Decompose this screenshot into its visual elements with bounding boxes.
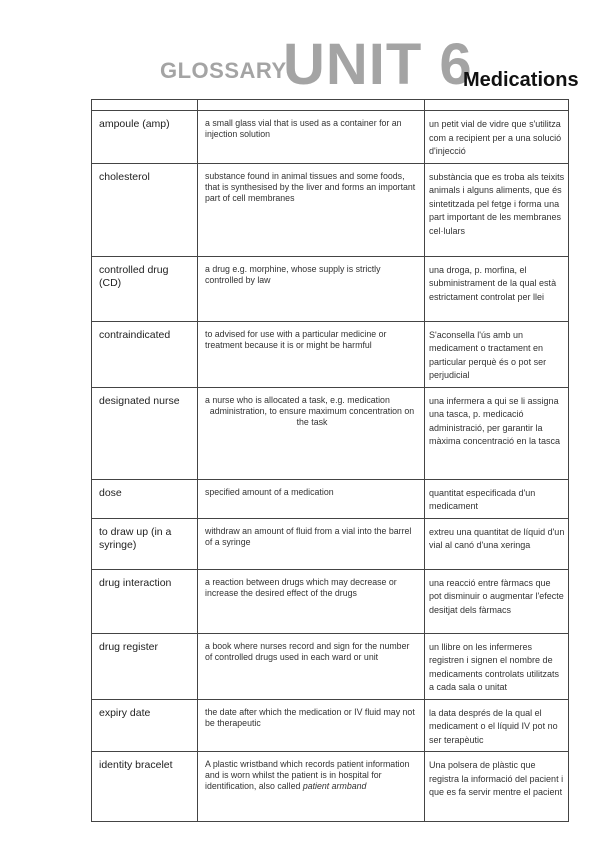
catalan-cell: la data després de la qual el medicament o el líquid IV pot no ser terapèutic [425,699,569,752]
definition-italic-text: patient armband [302,781,367,791]
term-cell: drug register [92,633,198,699]
table-row [92,699,569,752]
definition-cell [198,387,425,479]
table-row [92,479,569,518]
definition-cell: withdraw an amount of fluid from a vial into the barrel of a syringe [198,518,425,569]
table-row [92,569,569,633]
table-row [92,518,569,569]
table-header-row [92,100,569,111]
table-row [92,752,569,822]
catalan-cell: una droga, p. morfina, el subministrament de la qual està estrictament controlat per llei [425,256,569,321]
term-cell: ampoule (amp) [92,111,198,164]
header-cell [425,100,569,111]
term-cell: drug interaction [92,569,198,633]
page-header [0,32,600,97]
table-row [92,633,569,699]
definition-line: a nurse who is allocated a task, e.g. medication [205,394,390,405]
catalan-cell: quantitat especificada d'un medicament [425,479,569,518]
table-row [92,321,569,387]
definition-cell: the date after which the medication or IV fluid may not be therapeutic [198,699,425,752]
catalan-cell: un llibre on les infermeres registren i signen el nombre de medicaments controlats utilitzats a cada sala o unitat [425,633,569,699]
table-row [92,387,569,479]
definition-line-centered: administration, to ensure maximum concentration on the task [209,405,415,427]
catalan-cell: extreu una quantitat de líquid d'un vial al canó d'una xeringa [425,518,569,569]
unit-title: UNIT 6 [283,32,473,97]
definition-text: A plastic wristband which records patient information and is worn whilst the patient is in hospital for identification, also called [205,759,410,791]
table-row [92,163,569,256]
glossary-table [91,99,569,822]
term-cell: dose [92,479,198,518]
definition-cell: specified amount of a medication [198,479,425,518]
definition-cell [198,752,425,822]
table-row [92,256,569,321]
definition-cell: substance found in animal tissues and some foods, that is synthesised by the liver and forms an important part of cell membranes [198,163,425,256]
term-cell: controlled drug (CD) [92,256,198,321]
topic-title: Medications [463,69,579,91]
catalan-cell: una reacció entre fàrmacs que pot disminuir o augmentar l'efecte desitjat dels fàrmacs [425,569,569,633]
definition-cell: to advised for use with a particular medicine or treatment because it is or might be harmful [198,321,425,387]
definition-cell: a reaction between drugs which may decrease or increase the desired effect of the drugs [198,569,425,633]
term-cell: to draw up (in a syringe) [92,518,198,569]
catalan-cell: Una polsera de plàstic que registra la informació del pacient i que es fa servir mentre el pacient [425,752,569,822]
definition-cell: a book where nurses record and sign for the number of controlled drugs used in each ward or unit [198,633,425,699]
catalan-cell: un petit vial de vidre que s'utilitza com a recipient per a una solució d'injecció [425,111,569,164]
term-cell: designated nurse [92,387,198,479]
catalan-cell: una infermera a qui se li assigna una tasca, p. medicació administració, per garantir la màxima concentració en la tasca [425,387,569,479]
term-cell: identity bracelet [92,752,198,822]
table-row [92,111,569,164]
catalan-cell: S'aconsella l'ús amb un medicament o tractament en particular perquè és o pot ser perjudicial [425,321,569,387]
definition-cell: a drug e.g. morphine, whose supply is strictly controlled by law [198,256,425,321]
glossary-label: GLOSSARY [160,58,287,83]
term-cell: expiry date [92,699,198,752]
definition-cell: a small glass vial that is used as a container for an injection solution [198,111,425,164]
term-cell: contraindicated [92,321,198,387]
term-cell: cholesterol [92,163,198,256]
catalan-cell: substància que es troba als teixits animals i alguns aliments, que és sintetitzada pel fetge i forma una part important de les membranes cel·lulars [425,163,569,256]
header-cell [92,100,198,111]
header-cell [198,100,425,111]
